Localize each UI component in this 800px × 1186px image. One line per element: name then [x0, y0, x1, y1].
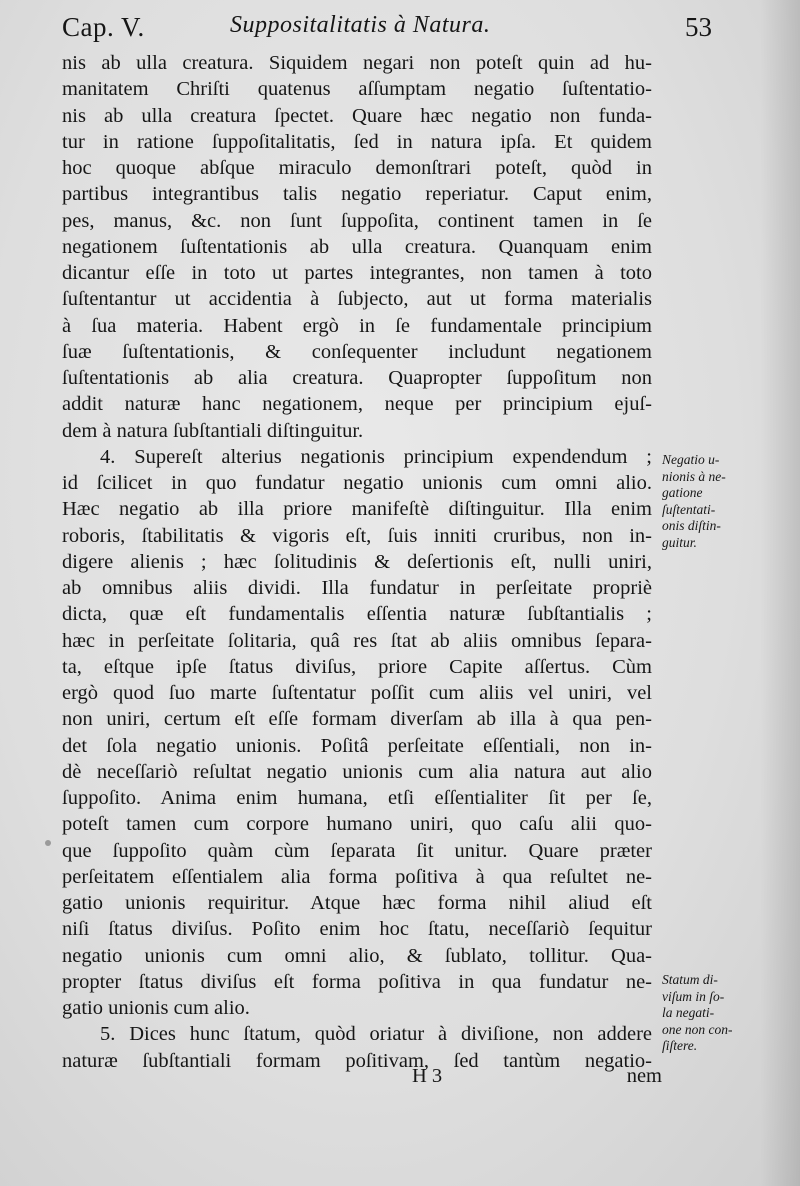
margin-note-line: viſum in ſo-	[662, 988, 725, 1004]
text-line: ſuſtentantur ut accidentia à ſubjecto, aut ut forma materialis	[62, 288, 652, 311]
text-line: poteſt tamen cum corpore humano uniri, quo caſu alii quo-	[62, 813, 652, 836]
text-line: ab omnibus aliis dividi. Illa fundatur in perſeitate propriè	[62, 577, 652, 599]
text-line: gatio unionis cum alio.	[62, 997, 250, 1019]
main-text-block	[62, 50, 652, 1074]
margin-note-line: nionis à ne-	[662, 468, 726, 484]
text-line: naturæ ſubſtantiali formam poſitivam, ſed tantùm negatio-	[62, 1049, 652, 1072]
signature-mark: H 3	[412, 1065, 443, 1087]
text-line: addit naturæ hanc negationem, neque per principium ejuſ-	[62, 393, 652, 416]
text-line: roboris, ſtabilitatis & vigoris eſt, ſuis inniti cruribus, non in-	[62, 524, 652, 547]
text-line: ſuppoſito. Anima enim humana, etſi eſſentialiter ſit per ſe,	[62, 787, 652, 809]
text-line: nis ab ulla creatura ſpectet. Quare hæc negatio non funda-	[62, 104, 652, 127]
text-line: negationem ſuſtentationis ab ulla creatura. Quanquam enim	[62, 235, 652, 258]
running-title: Suppositalitatis à Natura.	[230, 12, 491, 38]
page-footer	[62, 1065, 662, 1091]
text-line: pes, manus, &c. non ſunt ſuppoſita, continent tamen in ſe	[62, 209, 652, 232]
page-number: 53	[685, 12, 712, 42]
text-line: niſi ſtatus diviſus. Poſito enim hoc ſtatu, neceſſariò ſequitur	[62, 918, 652, 941]
margin-note-line: Negatio u-	[662, 452, 720, 467]
text-line: Hæc negatio ab illa priore manifeſtè diſtinguitur. Illa enim	[62, 498, 652, 521]
text-line: nis ab ulla creatura. Siquidem negari non poteſt quin ad hu-	[62, 52, 652, 74]
text-line: hæc in perſeitate ſolitaria, quâ res ſtat ab aliis omnibus ſepara-	[62, 629, 652, 652]
text-line: ſuſtentationis ab alia creatura. Quapropter ſuppoſitum non	[62, 367, 652, 389]
chapter-label: Cap. V.	[62, 12, 145, 42]
text-line: digere alienis ; hæc ſolitudinis & deſertionis eſt, nulli uniri,	[62, 550, 652, 573]
margin-note-line: onis diſtin-	[662, 518, 721, 533]
text-line: que ſuppoſito quàm cùm ſeparata ſit unitur. Quare præter	[62, 839, 652, 862]
text-line: hoc quoque abſque miraculo demonſtrari poteſt, quòd in	[62, 157, 652, 179]
margin-note-line: gatione	[662, 485, 703, 500]
text-line: ta, eſtque ipſe ſtatus diviſus, priore Capite aſſertus. Cùm	[62, 655, 652, 678]
text-line: gatio unionis requiritur. Atque hæc forma nihil aliud eſt	[62, 892, 652, 914]
text-line: 5. Dices hunc ſtatum, quòd oriatur à diviſione, non addere	[100, 1023, 652, 1046]
text-line: det ſola negatio unionis. Poſitâ perſeitate eſſentiali, non in-	[62, 734, 652, 757]
margin-note-line: la negati-	[662, 1005, 715, 1020]
ink-spot	[45, 840, 51, 846]
text-line: partibus integrantibus talis negatio reperiatur. Caput enim,	[62, 183, 652, 206]
text-line: manitatem Chriſti quatenus aſſumptam negatio ſuſtentatio-	[62, 78, 652, 101]
margin-note-line: guitur.	[662, 534, 697, 550]
text-line: id ſcilicet in quo fundatur negatio unionis cum omni alio.	[62, 472, 652, 494]
margin-note-line: ſuſtentati-	[662, 501, 716, 517]
text-line: dicta, quæ eſt fundamentalis eſſentia naturæ ſubſtantialis ;	[62, 603, 652, 626]
text-line: ſuæ ſuſtentationis, & conſequenter includunt negationem	[62, 340, 652, 363]
margin-note-negatio-unionis	[662, 452, 758, 551]
text-line: negatio unionis cum omni alio, & ſublato, tollitur. Qua-	[62, 944, 652, 967]
text-line: à ſua materia. Habent ergò in ſe fundamentale principium	[62, 314, 652, 337]
margin-note-line: Statum di-	[662, 972, 718, 987]
text-line: non uniri, certum eſt eſſe formam diverſam ab illa à qua pen-	[62, 708, 652, 731]
text-line: dicantur eſſe in toto ut partes integrantes, non tamen à toto	[62, 262, 652, 284]
text-line: tur in ratione ſuppoſitalitatis, ſed in natura ipſa. Et quidem	[62, 130, 652, 153]
text-line: propter ſtatus diviſus eſt forma poſitiva in qua fundatur ne-	[62, 970, 652, 993]
text-line: dem à natura ſubſtantiali diſtinguitur.	[62, 419, 364, 442]
running-header	[62, 12, 712, 48]
margin-note-statum-divisum	[662, 972, 758, 1055]
margin-note-line: ſiſtere.	[662, 1038, 698, 1053]
catchword: nem	[626, 1065, 662, 1087]
text-line: ergò quod ſuo marte ſuſtentatur poſſit cum aliis vel uniri, vel	[62, 682, 652, 704]
text-line: perſeitatem eſſentialem alia forma poſitiva à qua reſultet ne-	[62, 865, 652, 888]
text-line: 4. Supereſt alterius negationis principium expendendum ;	[100, 445, 652, 468]
margin-note-line: one non con-	[662, 1021, 733, 1037]
text-line: dè neceſſariò reſultat negatio unionis cum alia natura aut alio	[62, 760, 652, 783]
page-edge-shadow	[760, 0, 800, 1186]
